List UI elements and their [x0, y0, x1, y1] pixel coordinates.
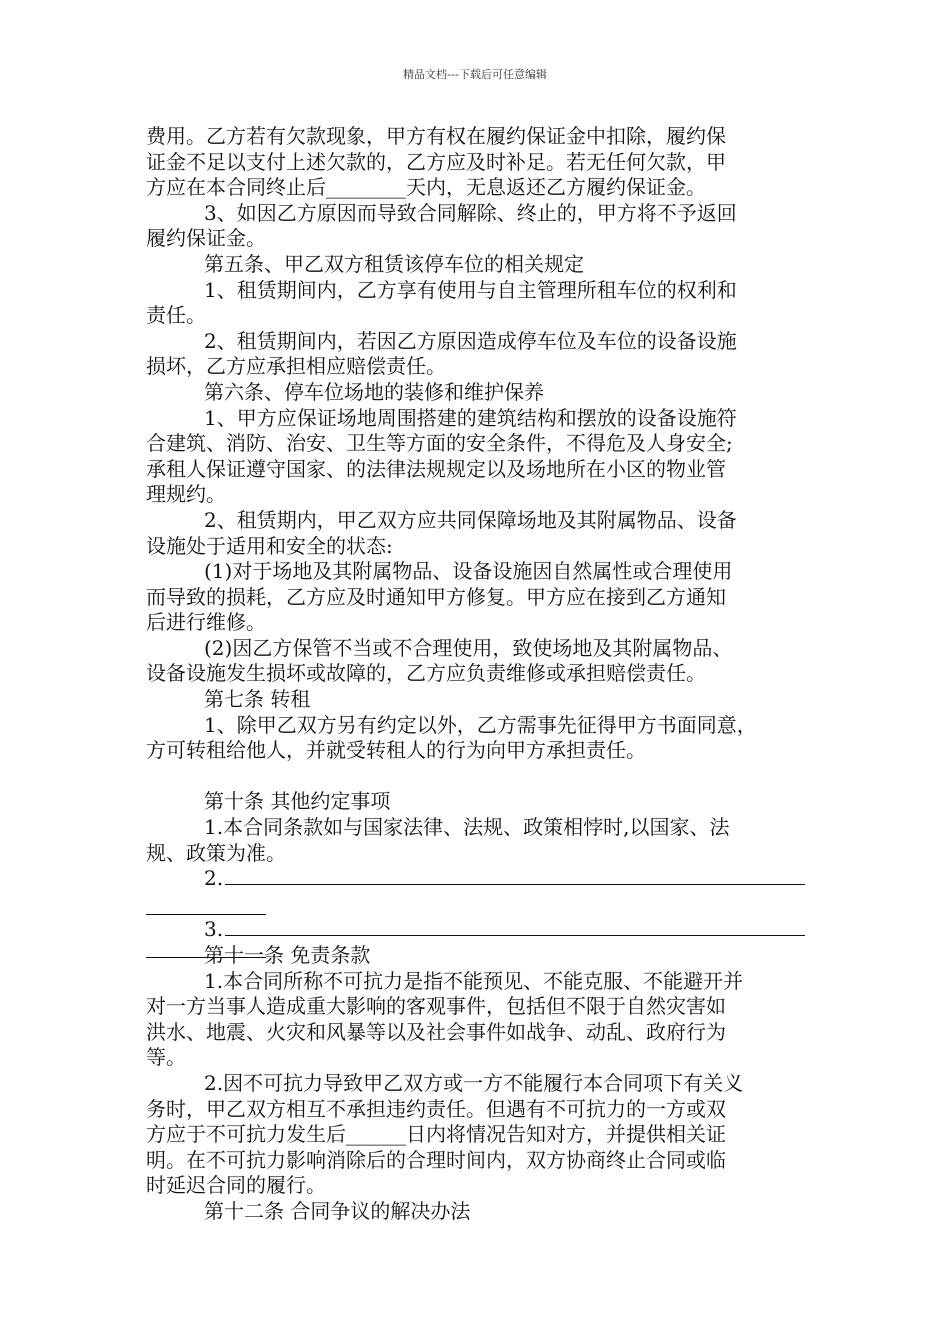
text-line: 2、租赁期内，甲乙双方应共同保障场地及其附属物品、设备 [204, 507, 737, 532]
section-heading: 第十条 其他约定事项 [204, 789, 391, 814]
text-line: 设备设施发生损坏或故障的，乙方应负责维修或承担赔偿责任。 [146, 661, 706, 686]
text-line: 对一方当事人造成重大影响的客观事件，包括但不限于自然灾害如 [146, 994, 726, 1019]
text-line: 3、如因乙方原因而导致合同解除、终止的，甲方将不予返回 [204, 200, 737, 225]
text-line: 合建筑、消防、治安、卫生等方面的安全条件，不得危及人身安全; [146, 431, 733, 456]
text-line: 证金不足以支付上述欠款的，乙方应及时补足。若无任何欠款，甲 [146, 149, 726, 174]
text-line: (2)因乙方保管不当或不合理使用，致使场地及其附属物品、 [204, 635, 733, 660]
blank-line [146, 764, 810, 790]
blank-clause-tail [146, 943, 810, 969]
text-line: 洪水、地震、火灾和风暴等以及社会事件如战争、动乱、政府行为 [146, 1019, 726, 1044]
text-line: 而导致的损耗，乙方应及时通知甲方修复。甲方应在接到乙方通知 [146, 584, 726, 609]
text-line: 1.本合同条款如与国家法律、法规、政策相悖时,以国家、法 [204, 815, 730, 840]
fill-in-blank [225, 917, 805, 936]
text-line: 1、除甲乙双方另有约定以外，乙方需事先征得甲方书面同意， [204, 712, 757, 737]
blank-clause-tail [146, 892, 810, 918]
text-line: 1.本合同所称不可抗力是指不能预见、不能克服、不能避开并 [204, 968, 744, 993]
clause-number: 2. [204, 866, 224, 891]
text-line: 损坏，乙方应承担相应赔偿责任。 [146, 354, 446, 379]
contract-body [146, 124, 810, 1225]
section-heading: 第十一条 免责条款 [204, 943, 371, 967]
page-header: 精品文档---下载后可任意编辑 [403, 68, 547, 81]
text-line: 规、政策为准。 [146, 840, 286, 865]
text-line: 后进行维修。 [146, 610, 266, 635]
text-line: 费用。乙方若有欠款现象，甲方有权在履约保证金中扣除，履约保 [146, 124, 726, 148]
fill-in-blank [146, 935, 266, 958]
text-line: 明。在不可抗力影响消除后的合理时间内，双方协商终止合同或临 [146, 1147, 726, 1172]
text-line: 理规约。 [146, 482, 226, 507]
text-line: 时延迟合同的履行。 [146, 1173, 326, 1198]
blank-clause-line [146, 866, 810, 892]
text-line: 方可转租给他人，并就受转租人的行为向甲方承担责任。 [146, 738, 646, 763]
text-line: 1、甲方应保证场地周围搭建的建筑结构和摆放的设备设施符 [204, 405, 737, 430]
section-heading: 第七条 转租 [204, 687, 311, 712]
section-heading: 第六条、停车位场地的装修和维护保养 [204, 379, 544, 404]
text-line: 履约保证金。 [146, 226, 266, 251]
text-line: 承租人保证遵守国家、的法律法规规定以及场地所在小区的物业管 [146, 456, 726, 481]
text-line: 2、租赁期间内，若因乙方原因造成停车位及车位的设备设施 [204, 328, 737, 353]
text-line: 1、租赁期间内，乙方享有使用与自主管理所租车位的权利和 [204, 277, 737, 302]
text-line: 等。 [146, 1045, 186, 1070]
text-line: 务时，甲乙双方相互不承担违约责任。但遇有不可抗力的一方或双 [146, 1096, 726, 1121]
fill-in-blank [225, 866, 805, 885]
text-line: (1)对于场地及其附属物品、设备设施因自然属性或合理使用 [204, 559, 733, 584]
fill-in-blank [146, 892, 266, 915]
clause-number: 3. [204, 917, 224, 942]
text-line: 责任。 [146, 303, 206, 328]
text-line: 设施处于适用和安全的状态: [146, 533, 393, 558]
text-line: 方应在本合同终止后________天内，无息返还乙方履约保证金。 [146, 175, 706, 200]
section-heading: 第十二条 合同争议的解决办法 [204, 1198, 471, 1223]
text-line: 2.因不可抗力导致甲乙双方或一方不能履行本合同项下有关义 [204, 1070, 744, 1095]
text-line: 方应于不可抗力发生后______日内将情况告知对方，并提供相关证 [146, 1122, 726, 1147]
section-heading: 第五条、甲乙双方租赁该停车位的相关规定 [204, 251, 584, 276]
